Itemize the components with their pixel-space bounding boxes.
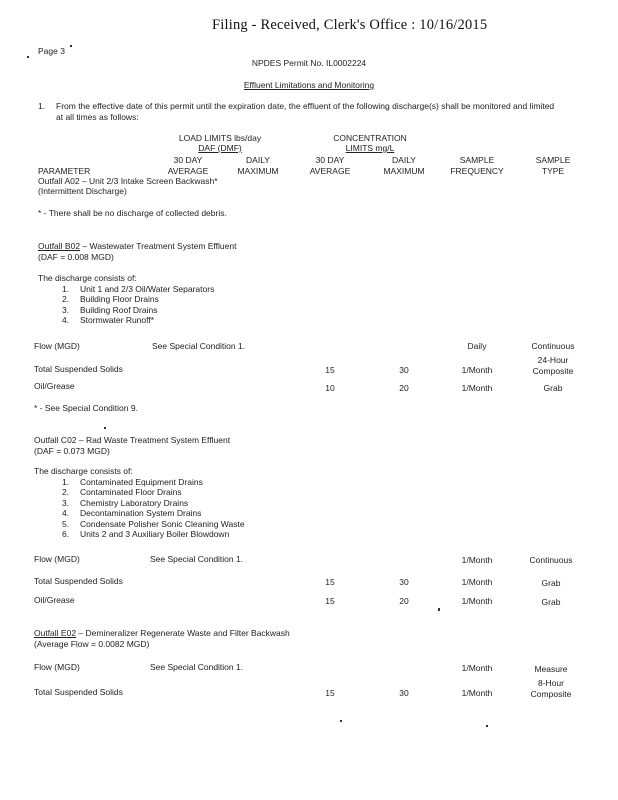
list-item-num: 2. [62,294,70,304]
outfall-c02-consists: The discharge consists of: [34,466,133,476]
table-row-note: See Special Condition 1. [150,554,244,564]
list-item: Decontamination System Drains [80,508,202,518]
table-row-frequency: 1/Month [461,663,493,673]
table-row-max: 20 [399,383,409,393]
table-row-avg: 15 [325,688,335,698]
conc-max-header-2: MAXIMUM [383,166,425,176]
table-row-frequency: 1/Month [461,383,493,393]
intro-number: 1. [38,101,46,111]
outfall-b02-consists: The discharge consists of: [38,273,137,283]
table-row-frequency: 1/Month [461,596,493,606]
conc-avg-header-1: 30 DAY [315,155,345,165]
scan-speck [104,427,106,429]
list-item-num: 2. [62,487,70,497]
table-row-param: Total Suspended Solids [34,687,123,697]
load-avg-header-2: AVERAGE [167,166,209,176]
outfall-a02-subtitle: (Intermittent Discharge) [38,186,127,196]
table-row-type-line-2: Composite [530,689,572,699]
list-item-num: 5. [62,519,70,529]
list-item: Contaminated Floor Drains [80,487,182,497]
outfall-a02-title: Outfall A02 – Unit 2/3 Intake Screen Backwash* [38,176,218,186]
table-row-type: Grab [543,383,563,393]
list-item: Contaminated Equipment Drains [80,477,203,487]
frequency-header-2: FREQUENCY [450,166,504,176]
outfall-e02-id: Outfall E02 [34,628,77,638]
outfall-b02-title [38,241,236,251]
outfall-c02-title: Outfall C02 – Rad Waste Treatment System Effluent [34,435,231,445]
list-item: Building Roof Drains [80,305,158,315]
outfall-b02-id: Outfall B02 [38,241,81,251]
list-item: Building Floor Drains [80,294,159,304]
table-row-param: Oil/Grease [34,595,75,605]
list-item-num: 1. [62,477,70,487]
table-row-param: Total Suspended Solids [34,364,123,374]
outfall-b02-daf: (DAF = 0.008 MGD) [38,252,114,262]
list-item-num: 6. [62,529,70,539]
frequency-header-1: SAMPLE [459,155,495,165]
table-row-avg: 15 [325,596,335,606]
load-max-header-1: DAILY [246,155,270,165]
outfall-e02-flow: (Average Flow = 0.0082 MGD) [34,639,150,649]
table-row-type: Measure [534,664,568,674]
list-item-num: 3. [62,498,70,508]
intro-line-1: From the effective date of this permit until the expiration date, the effluent of the following discharge(s) shall be monitored and limited [56,101,555,111]
type-header-1: SAMPLE [535,155,571,165]
permit-number: NPDES Permit No. IL0002224 [251,58,367,68]
outfall-e02-title [34,628,290,638]
type-header-2: TYPE [541,166,565,176]
filing-stamp: Filing - Received, Clerk's Office : 10/16/2015 [212,17,488,33]
table-row-type: Continuous [531,341,575,351]
outfall-c02-daf: (DAF = 0.073 MGD) [34,446,110,456]
table-row-avg: 10 [325,383,335,393]
list-item-num: 1. [62,284,70,294]
list-item: Units 2 and 3 Auxiliary Boiler Blowdown [80,529,230,539]
scan-speck [340,720,342,722]
conc-max-header-1: DAILY [392,155,416,165]
outfall-a02-note: * - There shall be no discharge of collected debris. [38,208,227,218]
table-row-param: Oil/Grease [34,381,75,391]
load-avg-header-1: 30 DAY [173,155,203,165]
table-row-param: Flow (MGD) [34,662,80,672]
table-row-param: Total Suspended Solids [34,576,123,586]
concentration-subheader: LIMITS mg/L [345,143,395,153]
table-row-max: 30 [399,688,409,698]
list-item-num: 4. [62,315,70,325]
scan-speck [70,45,72,47]
load-limits-subheader: DAF (DMF) [198,143,242,153]
list-item-num: 3. [62,305,70,315]
load-limits-header: LOAD LIMITS lbs/day [178,133,262,143]
table-row-frequency: Daily [467,341,487,351]
concentration-header: CONCENTRATION [333,133,407,143]
table-row-frequency: 1/Month [461,688,493,698]
table-row-note: See Special Condition 1. [152,341,246,351]
table-row-param: Flow (MGD) [34,554,80,564]
scan-speck [27,56,29,58]
table-row-frequency: 1/Month [461,577,493,587]
table-row-avg: 15 [325,365,335,375]
parameter-header: PARAMETER [38,166,91,176]
page-number: Page 3 [38,46,65,56]
table-row-max: 20 [399,596,409,606]
table-row-note: See Special Condition 1. [150,662,244,672]
outfall-b02-desc: – Wastewater Treatment System Effluent [80,241,237,251]
table-row-type-line-1: 8-Hour [538,678,564,688]
load-max-header-2: MAXIMUM [237,166,279,176]
conc-avg-header-2: AVERAGE [309,166,351,176]
outfall-b02-footnote: * - See Special Condition 9. [34,403,138,413]
scan-speck [486,725,488,727]
table-row-param: Flow (MGD) [34,341,80,351]
table-row-type: Grab [541,597,561,607]
table-row-frequency: 1/Month [461,365,493,375]
table-row-type-line-1: 24-Hour [537,355,569,365]
section-title: Effluent Limitations and Monitoring [243,80,375,90]
list-item: Chemistry Laboratory Drains [80,498,189,508]
table-row-avg: 15 [325,577,335,587]
list-item-num: 4. [62,508,70,518]
list-item: Unit 1 and 2/3 Oil/Water Separators [80,284,215,294]
table-row-frequency: 1/Month [461,555,493,565]
list-item: Condensate Polisher Sonic Cleaning Waste [80,519,245,529]
table-row-type: Grab [541,578,561,588]
outfall-e02-desc: – Demineralizer Regenerate Waste and Filter Backwash [76,628,290,638]
scan-speck [438,608,440,611]
table-row-type: Continuous [529,555,573,565]
list-item: Stormwater Runoff* [80,315,155,325]
table-row-max: 30 [399,577,409,587]
intro-line-2: at all times as follows: [56,112,139,122]
table-row-max: 30 [399,365,409,375]
table-row-type-line-2: Composite [532,366,574,376]
